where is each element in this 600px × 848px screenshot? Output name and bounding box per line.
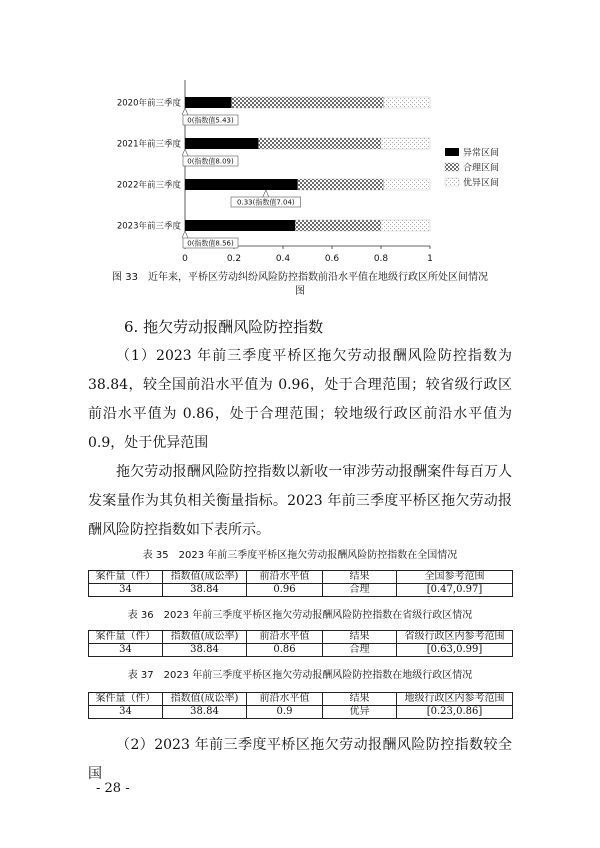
table-header-row: [89, 571, 513, 584]
table-cell: [0.63,0.99]: [397, 644, 513, 657]
x-tick-label: 0.2: [226, 254, 242, 264]
figure-caption-line2: 图: [295, 286, 305, 297]
category-label: 2023年前三季度: [116, 221, 181, 232]
table-cell: 34: [89, 706, 163, 719]
table-cell: 合理: [323, 644, 397, 657]
table-cell: 合理: [323, 584, 397, 597]
category-label: 2020年前三季度: [116, 98, 181, 109]
x-tick-label: 0.4: [275, 254, 291, 264]
legend-label: 合理区间: [463, 163, 500, 174]
paragraph-1: [88, 342, 512, 458]
table-cell: 0.86: [247, 644, 323, 657]
table-37: [88, 692, 513, 719]
category-label: 2022年前三季度: [116, 180, 181, 191]
bar-segment-reasonable: [295, 220, 381, 231]
table-row: [89, 644, 513, 657]
annotation-pointer: [263, 190, 269, 197]
legend-swatch: [445, 178, 459, 186]
annotation-label: 0.33(指数值7.04): [237, 198, 295, 207]
header-cell: 结果: [323, 693, 397, 706]
paragraph-3: [88, 731, 512, 789]
paragraph-3-text: （2）2023 年前三季度平桥区拖欠劳动报酬风险防控指数较全国: [88, 737, 512, 782]
table-cell: [0.47,0.97]: [397, 584, 513, 597]
table-35: [88, 570, 513, 597]
annotation-pointer: [182, 108, 188, 115]
annotation-label: 0(指数值8.09): [187, 157, 234, 166]
bar-segment-excellent: [381, 138, 430, 149]
table-cell: 38.84: [163, 584, 247, 597]
table-cell: 优异: [323, 706, 397, 719]
table-cell: 34: [89, 644, 163, 657]
bar-segment-reasonable: [232, 97, 384, 108]
figure-caption: [88, 271, 512, 299]
header-cell: 案件量（件）: [89, 571, 163, 584]
header-cell: 前沿水平值: [247, 571, 323, 584]
page-number: - 28 -: [96, 781, 130, 796]
bar-segment-abnormal: [185, 138, 259, 149]
legend-swatch: [445, 163, 459, 171]
bar-segment-excellent: [383, 179, 430, 190]
paragraph-2-text: 拖欠劳动报酬风险防控指数以新收一审涉劳动报酬案件每百万人发案量作为其负相关衡量指标。2023 年前三季度平桥区拖欠劳动报酬风险防控指数如下表所示。: [88, 464, 512, 538]
header-cell: 地级行政区内参考范围: [397, 693, 513, 706]
annotation-pointer: [182, 149, 188, 156]
table-37-caption: 表 37 2023 年前三季度平桥区拖欠劳动报酬风险防控指数在地级行政区情况: [127, 670, 473, 681]
bar-segment-abnormal: [185, 97, 232, 108]
bar-segment-abnormal: [185, 220, 295, 231]
table-36: [88, 630, 513, 657]
section-heading: 6. 拖欠劳动报酬风险防控指数: [124, 318, 324, 336]
header-cell: 结果: [323, 631, 397, 644]
figure-caption-line1: 图 33 近年来，平桥区劳动纠纷风险防控指数前沿水平值在地级行政区所处区间情况: [112, 272, 488, 283]
x-tick-label: 1: [427, 254, 433, 264]
table-35-caption: 表 35 2023 年前三季度平桥区拖欠劳动报酬风险防控指数在全国情况: [142, 550, 458, 561]
header-cell: 指数值(成讼率): [163, 693, 247, 706]
header-cell: 指数值(成讼率): [163, 571, 247, 584]
header-cell: 案件量（件）: [89, 693, 163, 706]
table-cell: 0.96: [247, 584, 323, 597]
table-cell: 34: [89, 584, 163, 597]
header-cell: 前沿水平值: [247, 693, 323, 706]
legend-label: 异常区间: [463, 148, 500, 159]
bar-segment-excellent: [383, 97, 430, 108]
bar-segment-reasonable: [259, 138, 382, 149]
table-36-caption: 表 36 2023 年前三季度平桥区拖欠劳动报酬风险防控指数在省级行政区情况: [127, 610, 473, 621]
paragraph-1-text: （1）2023 年前三季度平桥区拖欠劳动报酬风险防控指数为 38.84，较全国前沿水平值为 0.96，处于合理范围；较省级行政区前沿水平值为 0.86，处于合理范围；较地级行政区前沿水平值为 0.9，处于优异范围: [88, 348, 512, 451]
header-cell: 结果: [323, 571, 397, 584]
table-row: [89, 584, 513, 597]
annotation-pointer: [182, 231, 188, 238]
bar-segment-excellent: [381, 220, 430, 231]
table-cell: 38.84: [163, 706, 247, 719]
table-cell: 0.9: [247, 706, 323, 719]
annotation-label: 0(指数值8.56): [187, 239, 234, 248]
legend-swatch: [445, 148, 459, 156]
header-cell: 省级行政区内参考范围: [397, 631, 513, 644]
table-row: [89, 706, 513, 719]
table-header-row: [89, 693, 513, 706]
header-cell: 前沿水平值: [247, 631, 323, 644]
header-cell: 案件量（件）: [89, 631, 163, 644]
category-label: 2021年前三季度: [116, 139, 181, 150]
table-cell: [0.23,0.86]: [397, 706, 513, 719]
bar-segment-reasonable: [298, 179, 384, 190]
x-tick-label: 0.6: [324, 254, 340, 264]
legend-label: 优异区间: [463, 178, 500, 189]
x-tick-label: 0: [182, 254, 188, 264]
interval-chart: [90, 80, 530, 270]
x-tick-label: 0.8: [373, 254, 389, 264]
paragraph-2: [88, 458, 512, 545]
table-header-row: [89, 631, 513, 644]
header-cell: 指数值(成讼率): [163, 631, 247, 644]
annotation-label: 0(指数值5.43): [187, 116, 234, 125]
bar-segment-abnormal: [185, 179, 298, 190]
table-cell: 38.84: [163, 644, 247, 657]
header-cell: 全国参考范围: [397, 571, 513, 584]
